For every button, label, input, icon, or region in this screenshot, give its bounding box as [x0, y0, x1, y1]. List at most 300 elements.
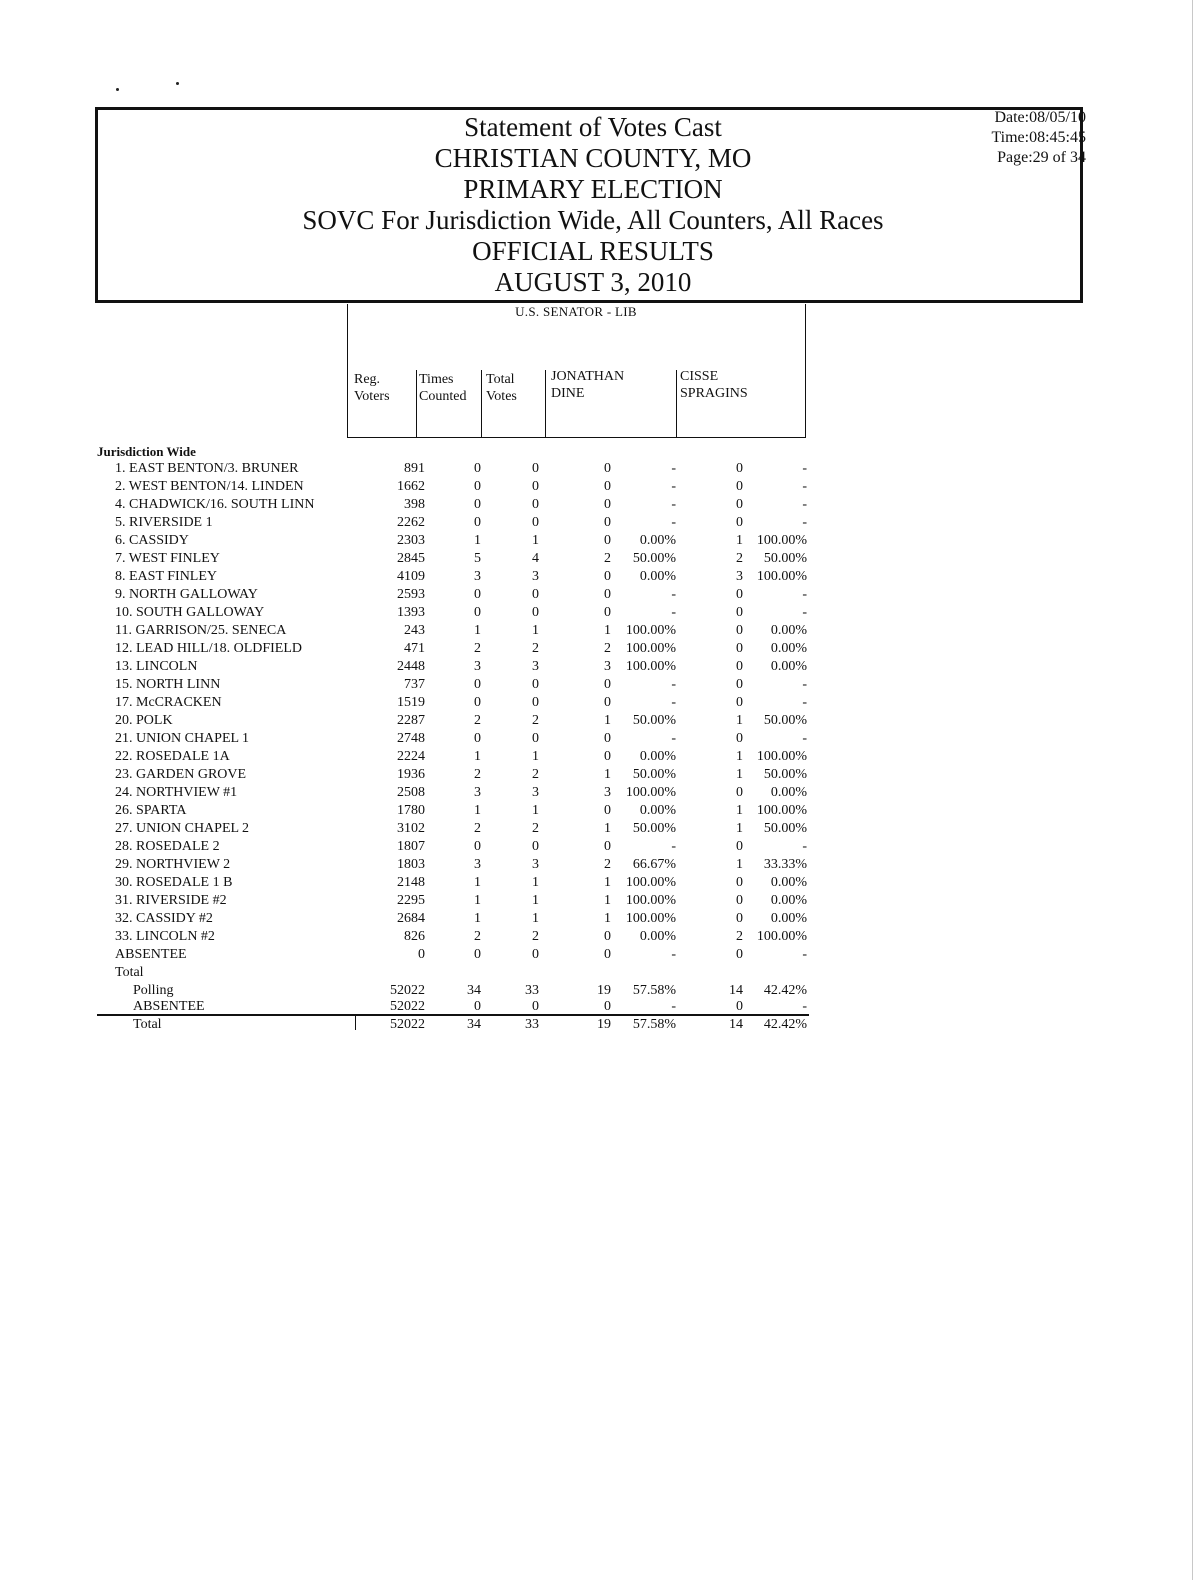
times-counted: 3: [474, 659, 481, 674]
precinct-name: 13. LINCOLN: [115, 659, 198, 674]
reg-voters: 1803: [397, 857, 425, 872]
candidate-1-votes: 0: [604, 587, 611, 602]
total-votes: 4: [532, 551, 539, 566]
precinct-name: 28. ROSEDALE 2: [115, 839, 220, 854]
candidate-1-percent: -: [671, 677, 676, 692]
table-row: [97, 568, 817, 585]
candidate-1-votes: 1: [604, 893, 611, 908]
table-row: [97, 838, 817, 855]
table-row: [97, 514, 817, 531]
candidate-2-votes: 2: [736, 929, 743, 944]
candidate-2-percent: 42.42%: [763, 983, 807, 998]
candidate-1-percent: 66.67%: [632, 857, 676, 872]
times-counted: 0: [474, 677, 481, 692]
precinct-name: 22. ROSEDALE 1A: [115, 749, 230, 764]
table-row: [97, 802, 817, 819]
totals-row-label: ABSENTEE: [133, 999, 205, 1014]
reg-voters: 2748: [397, 731, 425, 746]
candidate-2-votes: 1: [736, 803, 743, 818]
candidate-1-percent: 57.58%: [632, 983, 676, 998]
candidate-2-votes: 14: [729, 983, 743, 998]
candidate-2-votes: 0: [736, 785, 743, 800]
times-counted: 1: [474, 893, 481, 908]
table-row: [97, 892, 817, 909]
candidate-2-votes: 3: [736, 569, 743, 584]
total-votes: 1: [532, 749, 539, 764]
times-counted: 1: [474, 911, 481, 926]
total-votes: 2: [532, 821, 539, 836]
candidate-2-votes: 1: [736, 533, 743, 548]
totals-row-label: Total: [133, 1017, 162, 1032]
candidate-2-percent: 0.00%: [770, 659, 807, 674]
precinct-name: 8. EAST FINLEY: [115, 569, 218, 584]
total-votes: 2: [532, 641, 539, 656]
col-header-line: Reg.: [354, 372, 381, 387]
candidate-2-votes: 0: [736, 587, 743, 602]
candidate-2-votes: 1: [736, 713, 743, 728]
candidate-1-percent: 0.00%: [639, 803, 676, 818]
precinct-name: 17. McCRACKEN: [115, 695, 222, 710]
table-row: [97, 478, 817, 495]
candidate-1-votes: 19: [597, 1017, 611, 1032]
reg-voters: 737: [404, 677, 425, 692]
times-counted: 1: [474, 803, 481, 818]
reg-voters: 471: [404, 641, 425, 656]
times-counted: 3: [474, 857, 481, 872]
candidate-1-votes: 0: [604, 605, 611, 620]
candidate-1-votes: 1: [604, 623, 611, 638]
candidate-1-votes: 1: [604, 767, 611, 782]
times-counted: 2: [474, 767, 481, 782]
table-row: [97, 730, 817, 747]
candidate-1-votes: 0: [604, 461, 611, 476]
candidate-1-percent: 100.00%: [625, 911, 676, 926]
precinct-name: 9. NORTH GALLOWAY: [115, 587, 258, 602]
reg-voters: 891: [404, 461, 425, 476]
candidate-2-percent: -: [802, 497, 807, 512]
candidate-2-percent: 100.00%: [756, 749, 807, 764]
total-votes: 0: [532, 479, 539, 494]
times-counted: 34: [467, 983, 481, 998]
column-rule: [545, 370, 546, 438]
times-counted: 0: [474, 947, 481, 962]
candidate-2-votes: 0: [736, 677, 743, 692]
report-date: Date:08/05/10: [994, 109, 1086, 126]
candidate-2-votes: 0: [736, 641, 743, 656]
reg-voters: 2684: [397, 911, 425, 926]
col-header-line: CISSE: [680, 369, 719, 384]
times-counted: 0: [474, 731, 481, 746]
candidate-2-votes: 0: [736, 461, 743, 476]
times-counted: 0: [474, 605, 481, 620]
candidate-1-votes: 1: [604, 713, 611, 728]
candidate-2-votes: 1: [736, 749, 743, 764]
candidate-1-votes: 0: [604, 749, 611, 764]
times-counted: 2: [474, 641, 481, 656]
candidate-2-votes: 0: [736, 515, 743, 530]
candidate-1-percent: -: [671, 731, 676, 746]
table-row: [97, 640, 817, 657]
reg-voters: 2295: [397, 893, 425, 908]
candidate-2-votes: 1: [736, 857, 743, 872]
candidate-2-votes: 0: [736, 947, 743, 962]
reg-voters: 2593: [397, 587, 425, 602]
col-header-line: Voters: [354, 389, 390, 404]
col-header-line: Counted: [419, 389, 467, 404]
totals-heading-row: [97, 964, 817, 981]
precinct-name: 10. SOUTH GALLOWAY: [115, 605, 265, 620]
candidate-1-votes: 0: [604, 497, 611, 512]
table-row: [97, 676, 817, 693]
reg-voters: 52022: [390, 1017, 425, 1032]
reg-voters: 1780: [397, 803, 425, 818]
candidate-1-votes: 0: [604, 731, 611, 746]
col-header-line: Total: [486, 372, 515, 387]
candidate-1-votes: 0: [604, 515, 611, 530]
column-rule: [481, 370, 482, 438]
reg-voters: 243: [404, 623, 425, 638]
candidate-1-percent: -: [671, 839, 676, 854]
candidate-1-percent: 100.00%: [625, 659, 676, 674]
scan-speck: [116, 88, 119, 91]
candidate-1-votes: 2: [604, 857, 611, 872]
table-row: [97, 856, 817, 873]
candidate-2-percent: -: [802, 731, 807, 746]
candidate-1-votes: 3: [604, 785, 611, 800]
candidate-2-percent: 50.00%: [763, 551, 807, 566]
total-votes: 0: [532, 497, 539, 512]
candidate-2-votes: 0: [736, 497, 743, 512]
candidate-2-percent: 0.00%: [770, 623, 807, 638]
reg-voters: 1936: [397, 767, 425, 782]
times-counted: 0: [474, 587, 481, 602]
candidate-1-percent: -: [671, 605, 676, 620]
totals-row-grand-total: [97, 1016, 817, 1033]
total-votes: 3: [532, 785, 539, 800]
times-counted: 2: [474, 929, 481, 944]
precinct-name: 23. GARDEN GROVE: [115, 767, 247, 782]
reg-voters: 1519: [397, 695, 425, 710]
precinct-name: 4. CHADWICK/16. SOUTH LINN: [115, 497, 315, 512]
candidate-1-votes: 2: [604, 641, 611, 656]
candidate-1-votes: 0: [604, 569, 611, 584]
reg-voters: 2448: [397, 659, 425, 674]
reg-voters: 2303: [397, 533, 425, 548]
table-row: [97, 910, 817, 927]
candidate-1-votes: 0: [604, 533, 611, 548]
reg-voters: 4109: [397, 569, 425, 584]
table-row: [97, 784, 817, 801]
total-votes: 2: [532, 929, 539, 944]
candidate-1-percent: 50.00%: [632, 713, 676, 728]
totals-row-label: Polling: [133, 983, 174, 998]
precinct-name: 15. NORTH LINN: [115, 677, 221, 692]
candidate-2-percent: -: [802, 695, 807, 710]
candidate-2-percent: 0.00%: [770, 875, 807, 890]
candidate-1-votes: 1: [604, 875, 611, 890]
candidate-1-votes: 0: [604, 803, 611, 818]
candidate-1-percent: 0.00%: [639, 749, 676, 764]
reg-voters: 52022: [390, 999, 425, 1014]
col-header-total-votes: [486, 371, 517, 405]
total-votes: 0: [532, 605, 539, 620]
table-row: [97, 928, 817, 945]
report-time: Time:08:45:45: [991, 129, 1086, 146]
total-votes: 3: [532, 659, 539, 674]
precinct-name: 27. UNION CHAPEL 2: [115, 821, 250, 836]
candidate-2-percent: -: [802, 587, 807, 602]
table-row: [97, 874, 817, 891]
county-name: CHRISTIAN COUNTY, MO: [434, 143, 752, 173]
total-votes: 1: [532, 875, 539, 890]
reg-voters: 2508: [397, 785, 425, 800]
candidate-2-percent: 50.00%: [763, 767, 807, 782]
times-counted: 2: [474, 821, 481, 836]
col-header-candidate-2: [680, 368, 748, 402]
total-votes: 1: [532, 533, 539, 548]
times-counted: 3: [474, 569, 481, 584]
col-header-line: Times: [419, 372, 454, 387]
total-votes: 0: [532, 695, 539, 710]
totals-heading: Total: [115, 965, 144, 980]
candidate-1-percent: 100.00%: [625, 785, 676, 800]
total-votes: 1: [532, 911, 539, 926]
candidate-2-votes: 0: [736, 605, 743, 620]
col-header-line: DINE: [551, 386, 585, 401]
total-votes: 33: [525, 983, 539, 998]
candidate-1-votes: 0: [604, 677, 611, 692]
reg-voters: 2845: [397, 551, 425, 566]
total-votes: 1: [532, 623, 539, 638]
precinct-name: 6. CASSIDY: [115, 533, 189, 548]
reg-voters: 2287: [397, 713, 425, 728]
candidate-2-percent: 100.00%: [756, 569, 807, 584]
reg-voters: 2262: [397, 515, 425, 530]
candidate-2-percent: 0.00%: [770, 641, 807, 656]
reg-voters: 2148: [397, 875, 425, 890]
candidate-1-percent: -: [671, 695, 676, 710]
table-row: [97, 748, 817, 765]
candidate-2-votes: 0: [736, 623, 743, 638]
col-header-reg-voters: [354, 371, 390, 405]
precinct-name: 20. POLK: [115, 713, 173, 728]
candidate-1-percent: -: [671, 515, 676, 530]
precinct-name: 5. RIVERSIDE 1: [115, 515, 213, 530]
scan-specks: [110, 76, 190, 96]
candidate-1-votes: 0: [604, 929, 611, 944]
candidate-2-percent: -: [802, 839, 807, 854]
header-bottom-rule: [347, 437, 806, 438]
candidate-1-votes: 2: [604, 551, 611, 566]
candidate-2-votes: 0: [736, 659, 743, 674]
reg-voters: 398: [404, 497, 425, 512]
precinct-name: 1. EAST BENTON/3. BRUNER: [115, 461, 299, 476]
candidate-2-percent: 0.00%: [770, 893, 807, 908]
precinct-name: 26. SPARTA: [115, 803, 187, 818]
col-header-line: SPRAGINS: [680, 386, 748, 401]
reg-voters: 52022: [390, 983, 425, 998]
table-row: [97, 532, 817, 549]
table-row: [97, 604, 817, 621]
col-header-line: Votes: [486, 389, 517, 404]
table-row: [97, 460, 817, 477]
col-header-times-counted: [419, 371, 466, 405]
total-votes: 1: [532, 893, 539, 908]
times-counted: 1: [474, 749, 481, 764]
candidate-1-votes: 0: [604, 999, 611, 1014]
precinct-name: 31. RIVERSIDE #2: [115, 893, 227, 908]
total-votes: 3: [532, 569, 539, 584]
candidate-1-votes: 1: [604, 821, 611, 836]
candidate-1-percent: 57.58%: [632, 1017, 676, 1032]
candidate-1-percent: -: [671, 497, 676, 512]
candidate-2-percent: -: [802, 677, 807, 692]
times-counted: 1: [474, 533, 481, 548]
candidate-2-percent: -: [802, 947, 807, 962]
candidate-2-votes: 0: [736, 999, 743, 1014]
candidate-2-percent: 42.42%: [763, 1017, 807, 1032]
candidate-1-percent: -: [671, 461, 676, 476]
report-header-box: [95, 107, 1086, 303]
candidate-2-votes: 0: [736, 893, 743, 908]
times-counted: 3: [474, 785, 481, 800]
candidate-2-votes: 0: [736, 911, 743, 926]
candidate-2-votes: 1: [736, 767, 743, 782]
candidate-2-percent: -: [802, 515, 807, 530]
times-counted: 5: [474, 551, 481, 566]
candidate-2-votes: 0: [736, 839, 743, 854]
total-votes: 3: [532, 857, 539, 872]
total-votes: 0: [532, 461, 539, 476]
total-votes: 0: [532, 947, 539, 962]
report-scope: SOVC For Jurisdiction Wide, All Counters, All Races: [302, 205, 884, 235]
total-votes: 2: [532, 767, 539, 782]
candidate-1-votes: 3: [604, 659, 611, 674]
candidate-2-votes: 0: [736, 695, 743, 710]
candidate-2-percent: -: [802, 999, 807, 1014]
table-row: [97, 658, 817, 675]
col-header-line: JONATHAN: [551, 369, 625, 384]
candidate-2-votes: 1: [736, 821, 743, 836]
precinct-name: 32. CASSIDY #2: [115, 911, 213, 926]
times-counted: 0: [474, 999, 481, 1014]
table-row: [97, 820, 817, 837]
total-votes: 33: [525, 1017, 539, 1032]
table-row: [97, 766, 817, 783]
candidate-1-percent: -: [671, 587, 676, 602]
table-left-rule: [347, 304, 348, 438]
table-right-rule: [805, 304, 806, 438]
candidate-1-percent: 0.00%: [639, 929, 676, 944]
times-counted: 0: [474, 497, 481, 512]
precinct-name: 2. WEST BENTON/14. LINDEN: [115, 479, 304, 494]
candidate-2-percent: 33.33%: [763, 857, 807, 872]
times-counted: 1: [474, 623, 481, 638]
candidate-1-percent: 100.00%: [625, 641, 676, 656]
candidate-2-votes: 0: [736, 875, 743, 890]
precinct-name: 21. UNION CHAPEL 1: [115, 731, 250, 746]
times-counted: 1: [474, 875, 481, 890]
election-name: PRIMARY ELECTION: [463, 174, 723, 204]
candidate-2-votes: 0: [736, 731, 743, 746]
candidate-1-percent: 50.00%: [632, 551, 676, 566]
candidate-2-percent: 50.00%: [763, 713, 807, 728]
candidate-1-percent: -: [671, 479, 676, 494]
candidate-1-percent: 100.00%: [625, 875, 676, 890]
candidate-1-votes: 0: [604, 839, 611, 854]
candidate-1-percent: 50.00%: [632, 821, 676, 836]
precinct-name: 12. LEAD HILL/18. OLDFIELD: [115, 641, 303, 656]
candidate-1-percent: 0.00%: [639, 569, 676, 584]
candidate-2-percent: 100.00%: [756, 803, 807, 818]
total-votes: 0: [532, 999, 539, 1014]
times-counted: 0: [474, 479, 481, 494]
totals-row-absentee: [97, 998, 817, 1015]
report-meta: [991, 108, 1086, 168]
candidate-1-percent: 100.00%: [625, 893, 676, 908]
table-row: [97, 586, 817, 603]
precinct-name: ABSENTEE: [115, 947, 187, 962]
candidate-1-votes: 19: [597, 983, 611, 998]
candidate-1-percent: -: [671, 999, 676, 1014]
reg-voters: 0: [418, 947, 425, 962]
total-votes: 2: [532, 713, 539, 728]
election-date: AUGUST 3, 2010: [494, 267, 692, 297]
candidate-1-percent: 100.00%: [625, 623, 676, 638]
totals-row-polling: [97, 982, 817, 999]
reg-voters: 826: [404, 929, 425, 944]
col-header-candidate-1: [551, 368, 624, 402]
table-row: [97, 550, 817, 567]
results-status: OFFICIAL RESULTS: [472, 236, 714, 266]
times-counted: 0: [474, 839, 481, 854]
page-number: Page:29 of 34: [997, 149, 1086, 166]
results-table: [97, 304, 817, 1044]
table-row: [97, 496, 817, 513]
times-counted: 0: [474, 515, 481, 530]
total-votes: 0: [532, 839, 539, 854]
candidate-2-percent: 50.00%: [763, 821, 807, 836]
candidate-2-votes: 14: [729, 1017, 743, 1032]
reg-voters: 2224: [397, 749, 425, 764]
race-title: U.S. SENATOR - LIB: [515, 304, 637, 319]
table-row: [97, 946, 817, 963]
total-votes: 0: [532, 731, 539, 746]
table-row: [97, 622, 817, 639]
candidate-2-percent: -: [802, 461, 807, 476]
column-rule: [416, 370, 417, 438]
candidate-2-percent: -: [802, 479, 807, 494]
total-votes: 1: [532, 803, 539, 818]
precinct-name: 7. WEST FINLEY: [115, 551, 220, 566]
candidate-2-percent: 100.00%: [756, 929, 807, 944]
reg-voters: 1662: [397, 479, 425, 494]
reg-voters: 1807: [397, 839, 425, 854]
reg-voters: 1393: [397, 605, 425, 620]
times-counted: 34: [467, 1017, 481, 1032]
precinct-name: 29. NORTHVIEW 2: [115, 857, 231, 872]
candidate-1-percent: 0.00%: [639, 533, 676, 548]
reg-voters: 3102: [397, 821, 425, 836]
candidate-2-percent: 100.00%: [756, 533, 807, 548]
candidate-1-votes: 0: [604, 947, 611, 962]
candidate-2-votes: 0: [736, 479, 743, 494]
times-counted: 0: [474, 695, 481, 710]
precinct-name: 33. LINCOLN #2: [115, 929, 215, 944]
candidate-1-votes: 0: [604, 695, 611, 710]
report-title: Statement of Votes Cast: [464, 112, 722, 142]
table-row: [97, 712, 817, 729]
